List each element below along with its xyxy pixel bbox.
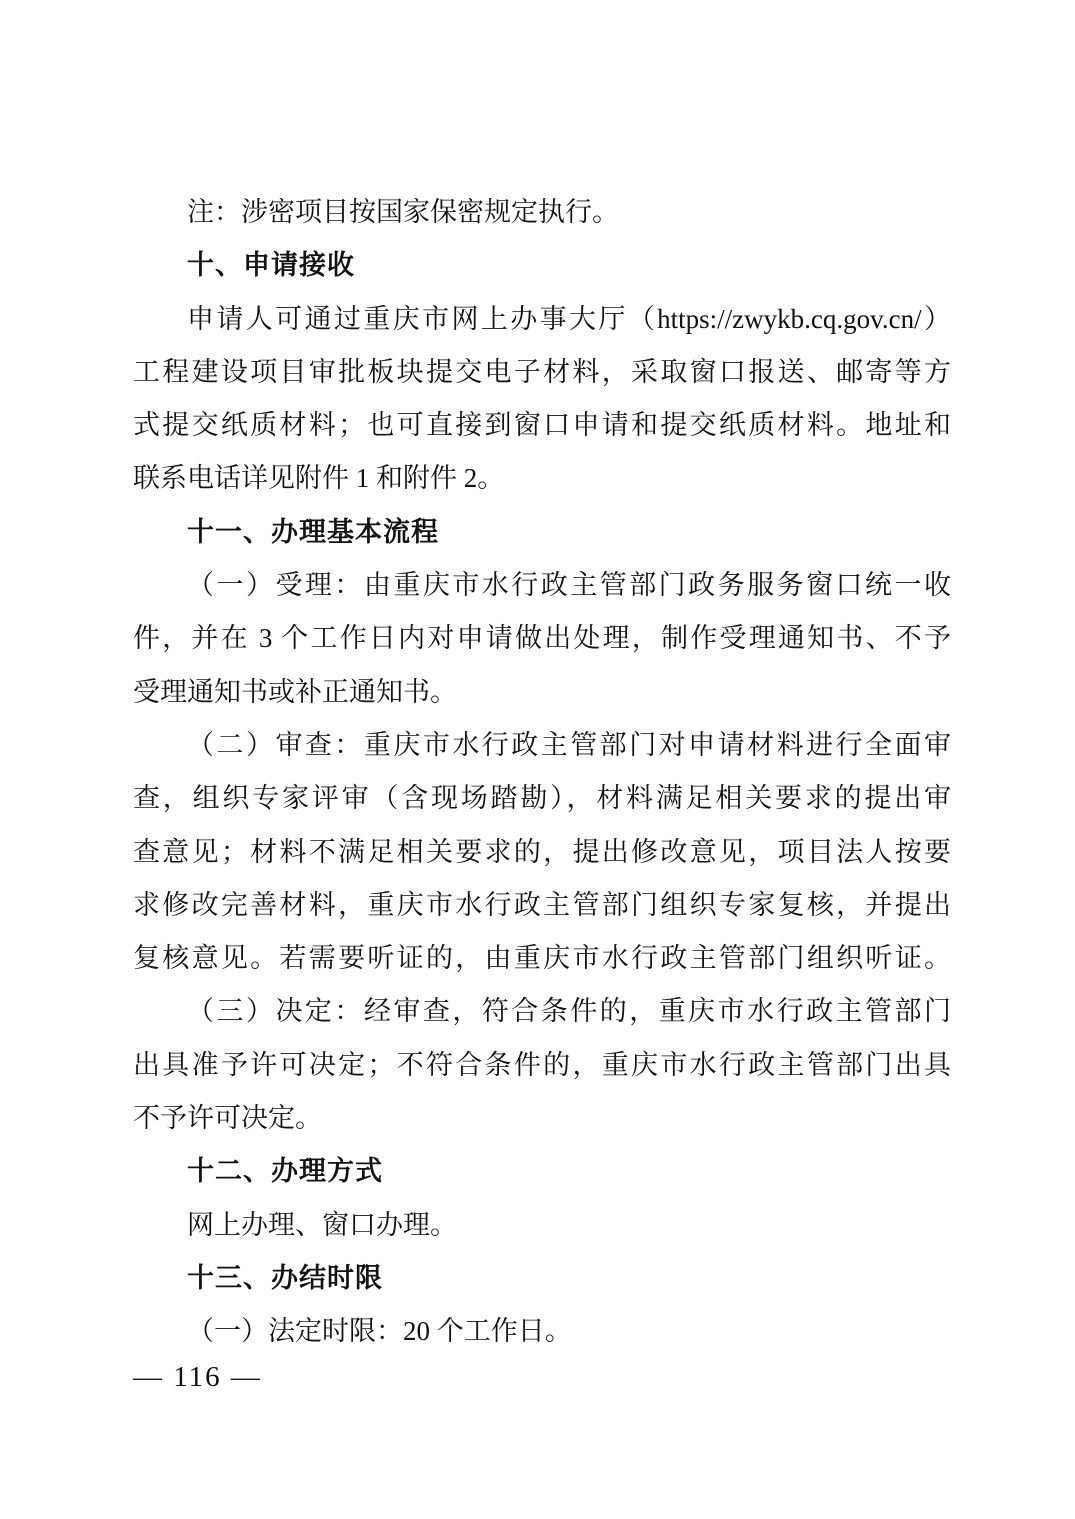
page-number: — 116 — — [133, 1361, 262, 1393]
body-line: 式提交纸质材料；也可直接到窗口申请和提交纸质材料。地址和 — [133, 410, 951, 441]
body-line: 出具准予许可决定；不符合条件的，重庆市水行政主管部门出具 — [133, 1049, 951, 1080]
body-line: 网上办理、窗口办理。 — [187, 1209, 457, 1240]
body-line: 求修改完善材料，重庆市水行政主管部门组织专家复核，并提出 — [133, 889, 951, 920]
body-line: 申请人可通过重庆市网上办事大厅（https://zwykb.cq.gov.cn/） — [187, 303, 951, 334]
body-line: 查意见；材料不满足相关要求的，提出修改意见，项目法人按要 — [133, 836, 951, 867]
body-line: 工程建设项目审批板块提交电子材料，采取窗口报送、邮寄等方 — [133, 356, 951, 387]
body-line: （一）法定时限：20 个工作日。 — [187, 1316, 572, 1347]
body-line: 复核意见。若需要听证的，由重庆市水行政主管部门组织听证。 — [133, 943, 951, 974]
body-line: （二）审查：重庆市水行政主管部门对申请材料进行全面审 — [187, 729, 951, 760]
section-12-heading: 十二、办理方式 — [187, 1156, 383, 1187]
body-line: （一）受理：由重庆市水行政主管部门政务服务窗口统一收 — [187, 570, 951, 601]
document-body — [133, 186, 951, 1359]
section-13-heading: 十三、办结时限 — [187, 1262, 383, 1293]
body-line: 联系电话详见附件 1 和附件 2。 — [133, 463, 505, 494]
body-line: 不予许可决定。 — [133, 1103, 322, 1134]
body-line: 件，并在 3 个工作日内对申请做出处理，制作受理通知书、不予 — [133, 623, 951, 654]
body-line: 查，组织专家评审（含现场踏勘），材料满足相关要求的提出审 — [133, 783, 951, 814]
note-line: 注：涉密项目按国家保密规定执行。 — [187, 197, 619, 227]
section-11-heading: 十一、办理基本流程 — [187, 516, 439, 547]
section-10-heading: 十、申请接收 — [187, 250, 355, 281]
body-line: （三）决定：经审查，符合条件的，重庆市水行政主管部门 — [187, 996, 951, 1027]
body-line: 受理通知书或补正通知书。 — [133, 676, 457, 707]
